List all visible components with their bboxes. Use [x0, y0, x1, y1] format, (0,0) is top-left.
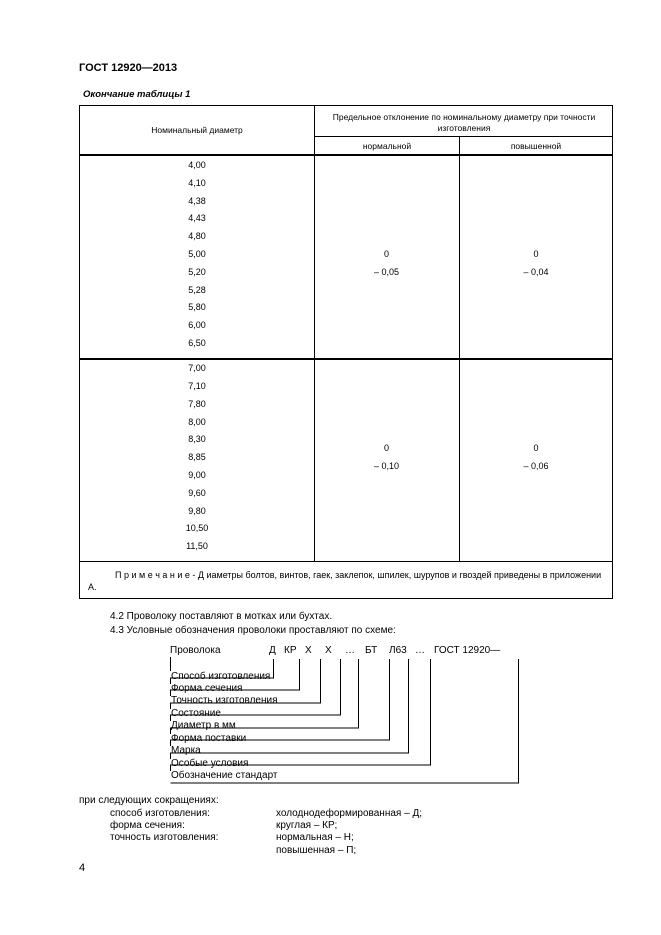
diameter-value: 4,38 [188, 196, 206, 206]
scheme-code-method: Д [269, 645, 276, 656]
abbr-value: круглая – КР; [276, 820, 338, 831]
increased-upper-2: 0 [533, 443, 539, 453]
document-standard-header: ГОСТ 12920—2013 [79, 62, 178, 74]
scheme-label-diameter: Диаметр в мм [171, 720, 236, 731]
note-label: П р и м е ч а н и е [115, 570, 190, 580]
abbr-value: нормальная – Н; [276, 832, 354, 843]
diameter-value: 5,28 [188, 285, 206, 295]
diameter-value: 4,10 [188, 178, 206, 188]
abbr-term: точность изготовления: [110, 832, 219, 843]
diameter-value: 9,60 [188, 488, 206, 498]
diameter-value: 7,80 [188, 399, 206, 409]
scheme-word: Проволока [170, 645, 221, 656]
scheme-label-special: Особые условия [171, 758, 249, 769]
increased-lower-1: – 0,04 [523, 267, 549, 277]
scheme-code-special: … [415, 645, 425, 656]
diameter-value: 8,30 [188, 434, 206, 444]
scheme-label-method: Способ изготовления [171, 671, 271, 682]
diameter-value: 7,10 [188, 381, 206, 391]
header-normal: нормальной [362, 141, 412, 151]
abbr-value: повышенная – П; [276, 845, 357, 856]
diameter-value: 4,00 [188, 160, 206, 170]
scheme-code-state: Х [325, 645, 332, 656]
header-nominal-diameter: Номинальный диаметр [151, 125, 243, 135]
normal-lower-1: – 0,05 [373, 267, 400, 277]
diameter-value: 9,80 [188, 506, 206, 516]
table-caption: Окончание таблицы 1 [83, 89, 191, 100]
scheme-label-grade: Марка [171, 745, 201, 756]
scheme-label-section: Форма сечения [171, 683, 243, 694]
diameter-value: 6,00 [188, 320, 206, 330]
note-text: - Д иаметры болтов, винтов, гаек, заклепок, шпилек, шурупов и гвоздей приведены в приложении А. [88, 570, 602, 592]
diameter-value: 8,00 [188, 417, 206, 427]
diameter-value: 4,43 [188, 213, 206, 223]
scheme-code-grade: Л63 [389, 645, 407, 656]
diameter-value: 8,85 [188, 452, 206, 462]
scheme-code-standard: ГОСТ 12920— [434, 645, 501, 656]
header-deviation: Предельное отклонение по номинальному диаметру при точности изготовления [332, 112, 596, 133]
normal-upper-2: 0 [383, 443, 389, 453]
diameter-value: 10,50 [185, 523, 209, 533]
scheme-code-accuracy: Х [305, 645, 312, 656]
diameter-value: 5,20 [188, 267, 206, 277]
paragraph-4-3: 4.3 Условные обозначения проволоки проставляют по схеме: [110, 625, 396, 636]
scheme-code-section: КР [284, 645, 297, 656]
increased-lower-2: – 0,06 [523, 461, 549, 471]
abbreviations-intro: при следующих сокращениях: [79, 795, 219, 806]
scheme-label-supply: Форма поставки [171, 733, 247, 744]
page-number: 4 [79, 862, 86, 874]
header-increased: повышенной [510, 141, 562, 151]
diameter-value: 11,50 [186, 541, 208, 551]
abbr-term: форма сечения: [110, 820, 185, 831]
scheme-label-standard: Обозначение стандарт [171, 770, 278, 781]
normal-upper-1: 0 [383, 249, 389, 259]
diameter-value: 4,80 [188, 231, 206, 241]
diameter-value: 9,00 [188, 470, 206, 480]
scheme-code-diameter: … [345, 645, 355, 656]
diameter-value: 5,80 [188, 302, 206, 312]
paragraph-4-2: 4.2 Проволоку поставляют в мотках или бухтах. [110, 611, 333, 622]
diameter-value: 7,00 [188, 363, 206, 373]
diameter-value: 6,50 [188, 338, 206, 348]
scheme-code-supply: БТ [365, 645, 378, 656]
scheme-label-accuracy: Точность изготовления [171, 695, 278, 706]
scheme-label-state: Состояние [171, 708, 221, 719]
abbr-value: холоднодеформированная – Д; [276, 808, 423, 819]
increased-upper-1: 0 [533, 249, 539, 259]
normal-lower-2: – 0,10 [373, 461, 400, 471]
abbr-term: способ изготовления: [110, 808, 210, 819]
diameter-value: 5,00 [188, 249, 206, 259]
